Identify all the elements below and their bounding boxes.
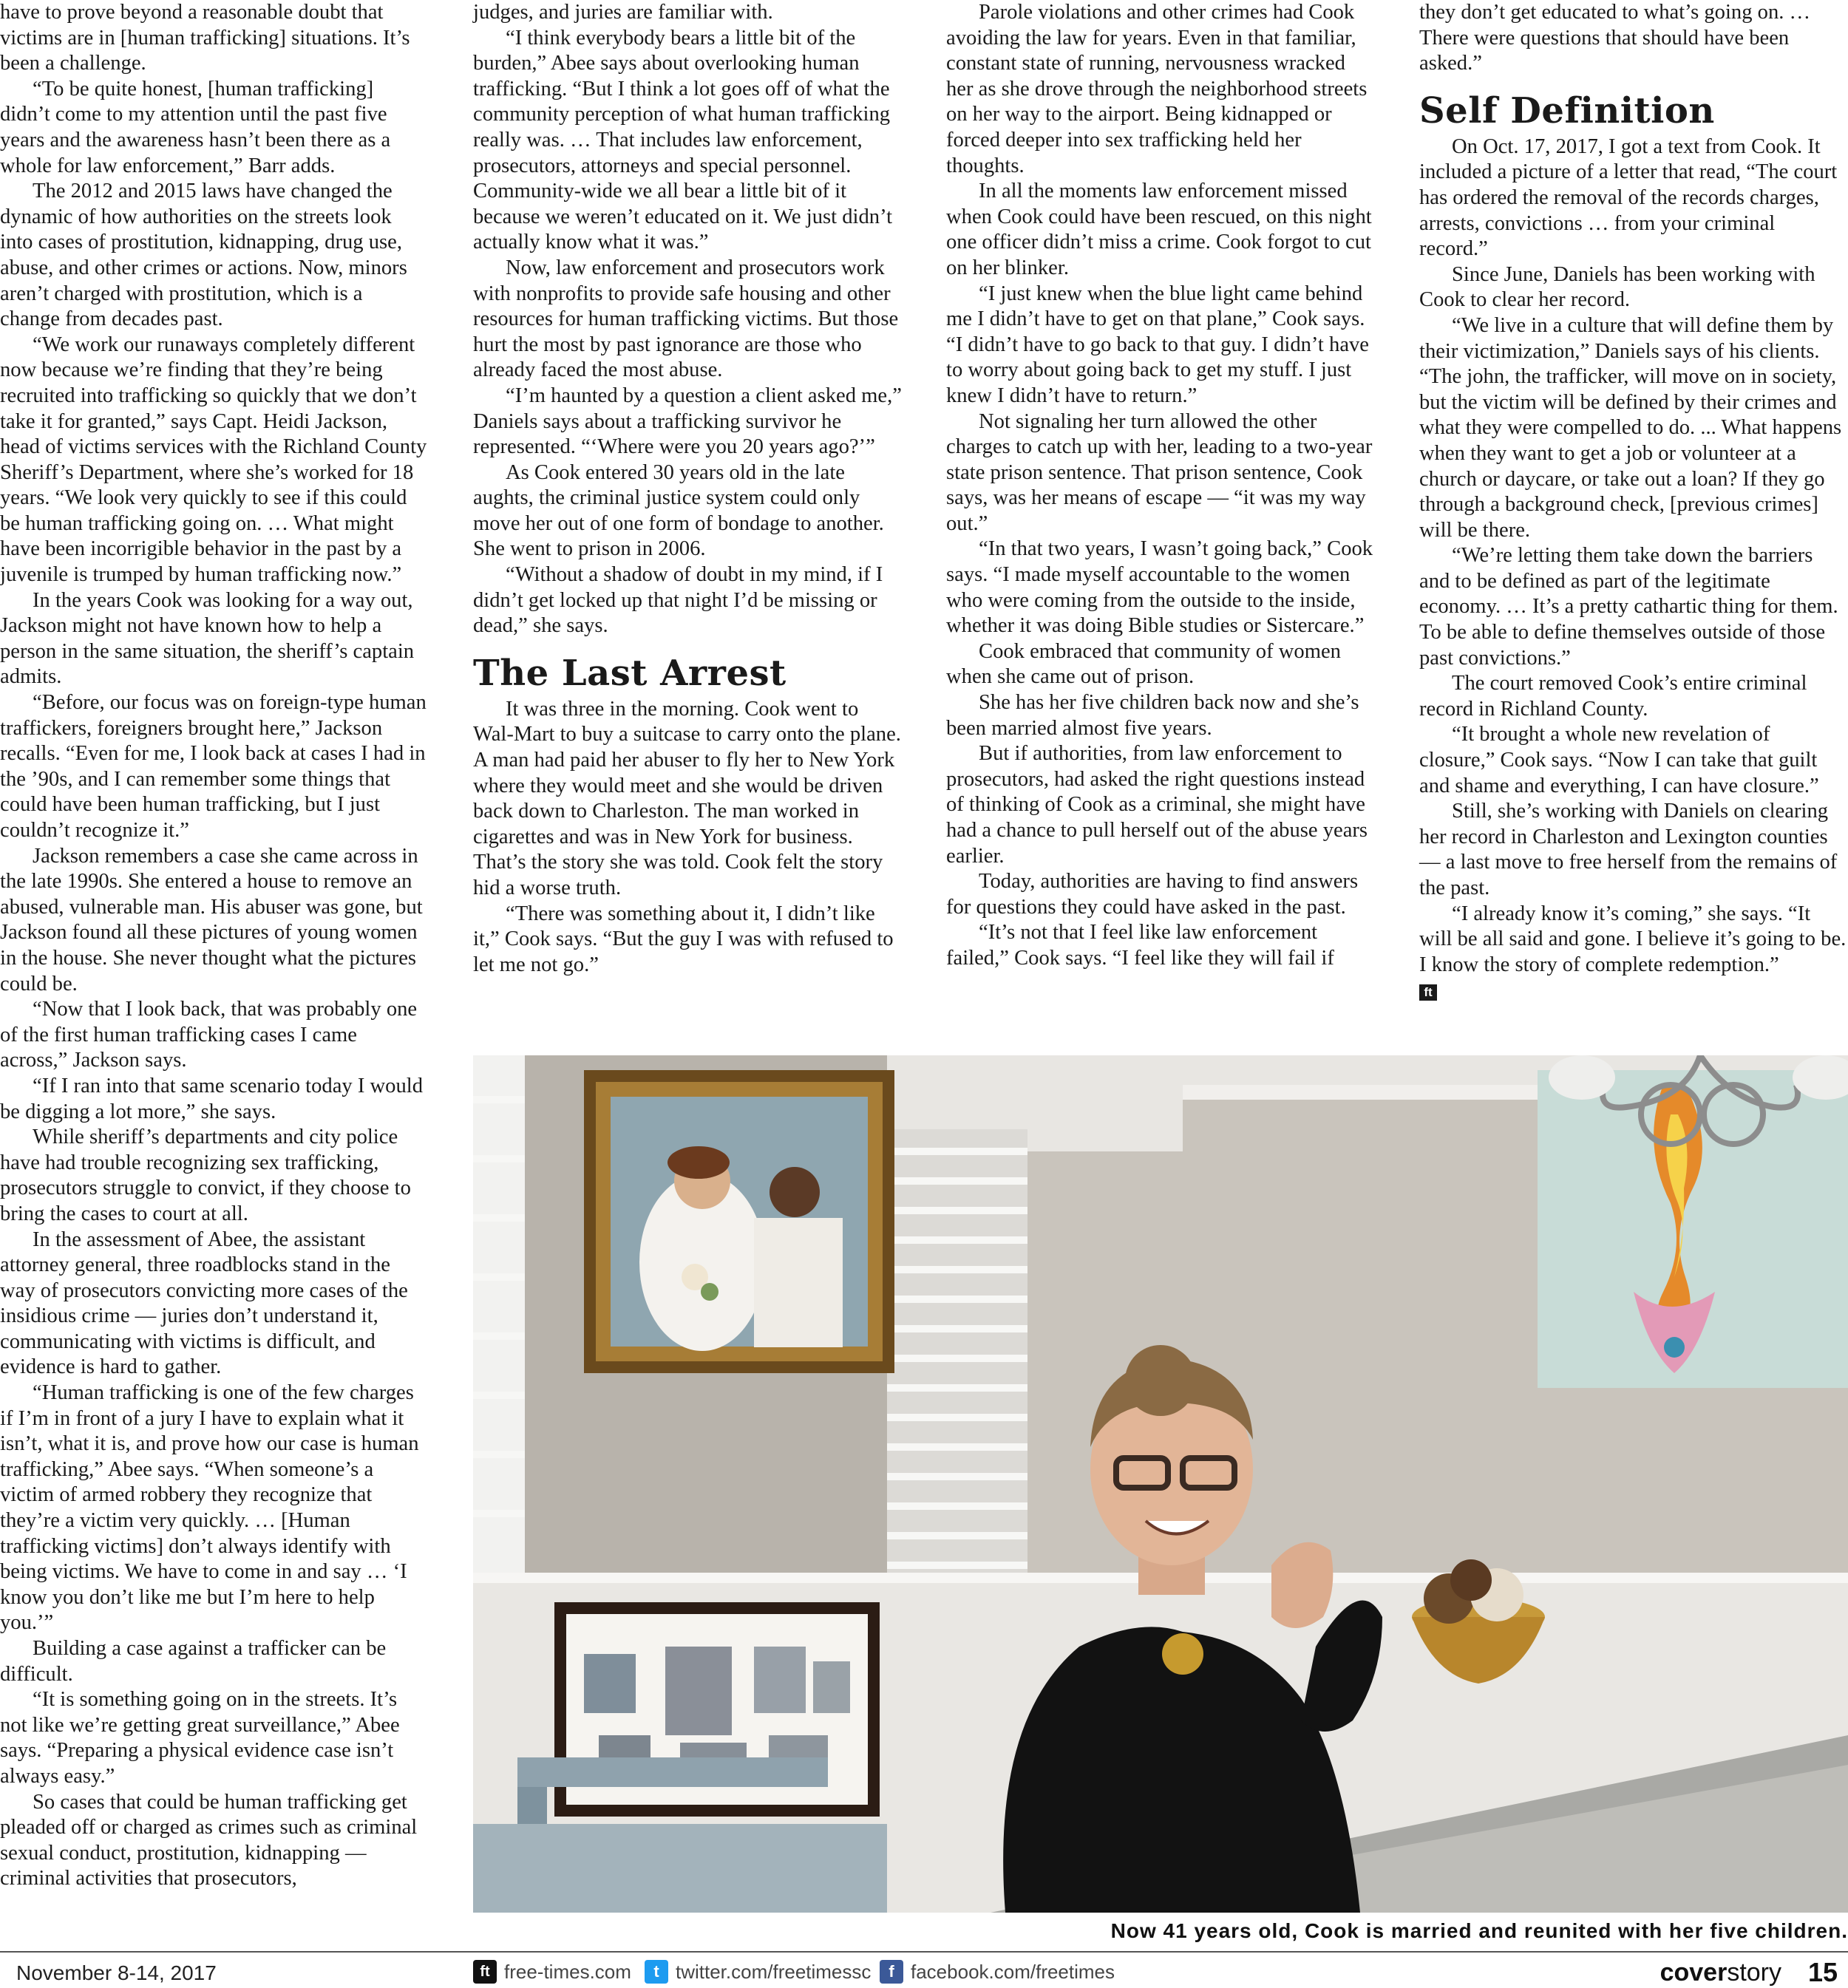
article-paragraph: “It is something going on in the streets. It’s not like we’re getting great surveillance,” Abee says. “Preparing a physical evidence case isn’t always easy.”	[0, 1688, 400, 1788]
section-label-rest: story	[1727, 1958, 1781, 1987]
article-paragraph: judges, and juries are familiar with.	[473, 1, 773, 24]
article-paragraph: “Without a shadow of doubt in my mind, if I didn’t get locked up that night I’d be missing or dead,” she says.	[473, 563, 883, 638]
article-paragraph: Cook embraced that community of women when she came out of prison.	[946, 639, 1341, 689]
website-link-text: free-times.com	[504, 1960, 631, 1983]
facebook-link[interactable]	[880, 1960, 1115, 1984]
section-heading: Self Definition	[1419, 89, 1715, 132]
article-paragraph: As Cook entered 30 years old in the late aughts, the criminal justice system could only move her out of one form of bondage to another. She went to prison in 2006.	[473, 460, 884, 561]
article-paragraph: Now, law enforcement and prosecutors work with nonprofits to provide safe housing and other resources for human trafficking victims. But those hurt the most by past ignorance are those who already faced the most abuse.	[473, 256, 899, 382]
article-paragraph: “If I ran into that same scenario today I would be digging a lot more,” she says.	[0, 1074, 424, 1123]
section-heading: The Last Arrest	[473, 652, 787, 694]
article-paragraph: “It brought a whole new revelation of closure,” Cook says. “Now I can take that guilt and shame and everything, I can have closure.”	[1419, 723, 1819, 797]
article-paragraph: “To be quite honest, [human trafficking] didn’t come to my attention until the past five years and the awareness hasn’t been there as a whole for law enforcement,” Barr adds.	[0, 77, 391, 177]
article-paragraph: While sheriff’s departments and city police have had trouble recognizing sex trafficking, prosecutors struggle to convict, if they choose to bring the cases to court at all.	[0, 1126, 411, 1225]
cook-portrait-photo	[473, 1055, 1848, 1913]
article-paragraph: “There was something about it, I didn’t like it,” Cook says. “But the guy I was with refused to let me not go.”	[473, 902, 894, 976]
article-column-4	[1419, 0, 1848, 1004]
article-paragraph: “I just knew when the blue light came behind me I didn’t have to get on that plane,” Cook says. “I didn’t have to go back to that guy. I didn’t have to worry about going back to get my stuff. I just knew I didn’t have to return.”	[946, 282, 1369, 407]
article-paragraph: “We live in a culture that will define them by their victimization,” Daniels says of his clients. “The john, the trafficker, will move on in society, but the victim will be defined by their crimes and what they were compelled to do. ... What happens when they want to get a job or volunteer at a church or daycare, or take out a loan? If they go through a background check, [previous crimes] will be there.	[1419, 313, 1842, 542]
article-paragraph: Parole violations and other crimes had Cook avoiding the law for years. Even in that familiar, constant state of running, nervousness wracked her as she drove through the neighborhood streets on her way to the airport. Being kidnapped or forced deeper into sex trafficking held her thoughts.	[946, 1, 1368, 177]
article-paragraph: “We’re letting them take down the barriers and to be defined as part of the legitimate economy. … It’s a pretty cathartic thing for them. To be able to define themselves outside of those past convictions.”	[1419, 544, 1838, 670]
article-paragraph: But if authorities, from law enforcement to prosecutors, had asked the right questions instead of thinking of Cook as a criminal, she might have had a chance to pull herself out of the abuse years earlier.	[946, 742, 1368, 868]
page-footer	[0, 1951, 1848, 1988]
section-label-bold: cover	[1660, 1958, 1728, 1987]
article-paragraph: “Now that I look back, that was probably one of the first human trafficking cases I came across,” Jackson says.	[0, 998, 418, 1072]
article-paragraph: “In that two years, I wasn’t going back,” Cook says. “I made myself accountable to the women who were coming from the outside to the inside, whether it was doing Bible studies or Sistercare.”	[946, 537, 1373, 638]
article-paragraph: So cases that could be human trafficking get pleaded off or charged as crimes such as criminal sexual conduct, prostitution, kidnapping — criminal activities that prosecutors,	[0, 1790, 418, 1890]
article-paragraph: “I’m haunted by a question a client asked me,” Daniels says about a trafficking survivor he represented. “‘Where were you 20 years ago?’”	[473, 384, 902, 459]
issue-date: November 8-14, 2017	[16, 1961, 217, 1984]
article-paragraph: It was three in the morning. Cook went to Wal-Mart to buy a suitcase to carry onto the plane. A man had paid her abuser to fly her to New York where they would meet and she would be driven back down to Charleston. The man worked in cigarettes and was in New York for business. That’s the story she was told. Cook felt the story hid a worse truth.	[473, 697, 901, 899]
article-paragraph: “Human trafficking is one of the few charges if I’m in front of a jury I have to explain what it isn’t, what it is, and prove how our case is human trafficking,” Abee says. “When someone’s a victim of armed robbery they recognize that they’re a victim very quickly. … [Human trafficking victims] don’t always identify with being victims. We have to come in and say … ‘I know you don’t like me but I’m here to help you.’”	[0, 1381, 419, 1635]
article-paragraph: Jackson remembers a case she came across in the late 1990s. She entered a house to remove an abused, vulnerable man. His abuser was gone, but Jackson found all these pictures of young women in the house. She never thought what the pictures could be.	[0, 844, 423, 995]
article-column-2	[473, 0, 902, 978]
article-paragraph: “It’s not that I feel like law enforcement failed,” Cook says. “I feel like they will fail if	[946, 921, 1334, 970]
article-paragraph: Still, she’s working with Daniels on clearing her record in Charleston and Lexington counties — a last move to free herself from the remains of the past.	[1419, 800, 1838, 899]
twitter-link-text: twitter.com/freetimessc	[676, 1960, 872, 1983]
article-column-3	[946, 0, 1373, 972]
article-paragraph: The 2012 and 2015 laws have changed the dynamic of how authorities on the streets look into cases of prostitution, kidnapping, drug use, abuse, and other crimes or actions. Now, minors aren’t charged with prostitution, which is a change from decades past.	[0, 180, 407, 331]
ft-logo-icon: ft	[473, 1960, 497, 1984]
facebook-link-text: facebook.com/freetimes	[911, 1960, 1115, 1983]
website-link[interactable]	[473, 1960, 631, 1984]
article-paragraph: Since June, Daniels has been working with Cook to clear her record.	[1419, 262, 1815, 312]
article-paragraph: Not signaling her turn allowed the other charges to catch up with her, leading to a two-year state prison sentence. That prison sentence, Cook says, was her means of escape — “it was my way out.”	[946, 409, 1373, 535]
article-paragraph: In the assessment of Abee, the assistant attorney general, three roadblocks stand in the way of prosecutors convicting more cases of the insidious crime — juries don’t understand it, communicating with victims is difficult, and evidence is hard to gather.	[0, 1228, 408, 1379]
photo-caption: Now 41 years old, Cook is married and reunited with her five children.	[1110, 1919, 1848, 1942]
article-paragraph: She has her five children back now and she’s been married almost five years.	[946, 691, 1359, 740]
facebook-icon: f	[880, 1960, 903, 1984]
article-paragraph: On Oct. 17, 2017, I got a text from Cook. It included a picture of a letter that read, “The court has ordered the removal of the records charges, arrests, convictions … from your criminal record.”	[1419, 135, 1838, 261]
twitter-icon: t	[645, 1960, 668, 1984]
article-paragraph: “I already know it’s coming,” she says. “It will be all said and gone. I believe it’s going to be. I know the story of complete redemption.”	[1419, 902, 1847, 976]
article-paragraph: Building a case against a trafficker can be difficult.	[0, 1637, 387, 1686]
section-label	[1660, 1958, 1781, 1987]
article-column-1	[0, 0, 427, 1892]
article-paragraph: “We work our runaways completely different now because we’re finding that they’re being recruited into trafficking so quickly that we don’t take it for granted,” says Capt. Heidi Jackson, head of victims services with the Richland County Sheriff’s Department, where she’s worked for 18 years. “We look very quickly to see if this could be human trafficking going on. … What might have been incorrigible behavior in the past by a juvenile is trumped by human trafficking now.”	[0, 333, 427, 587]
article-paragraph: In the years Cook was looking for a way out, Jackson might not have known how to help a person in the same situation, the sheriff’s captain admits.	[0, 588, 415, 689]
page-number: 15	[1807, 1957, 1838, 1987]
twitter-link[interactable]	[645, 1960, 871, 1984]
end-mark-icon: ft	[1419, 984, 1437, 1001]
article-paragraph: they don’t get educated to what’s going on. … There were questions that should have been asked.”	[1419, 1, 1811, 75]
article-paragraph: The court removed Cook’s entire criminal record in Richland County.	[1419, 672, 1807, 721]
article-paragraph: have to prove beyond a reasonable doubt that victims are in [human trafficking] situations. It’s been a challenge.	[0, 1, 410, 75]
article-paragraph: “I think everybody bears a little bit of the burden,” Abee says about overlooking human trafficking. “But I think a lot goes off of what the community perception of what human trafficking really was. … That includes law enforcement, prosecutors, attorneys and special personnel. Community-wide we all bear a little bit of it because we weren’t educated on it. We just didn’t actually know what it was.”	[473, 26, 893, 254]
article-paragraph: In all the moments law enforcement missed when Cook could have been rescued, on this night one officer didn’t miss a crime. Cook forgot to cut on her blinker.	[946, 180, 1372, 279]
article-paragraph: “Before, our focus was on foreign-type human traffickers, foreigners brought here,” Jackson recalls. “Even for me, I look back at cases I had in the ’90s, and I can remember some things that could have been human trafficking, but I just couldn’t recognize it.”	[0, 691, 427, 842]
article-paragraph: Today, authorities are having to find answers for questions they could have asked in the past.	[946, 870, 1359, 919]
